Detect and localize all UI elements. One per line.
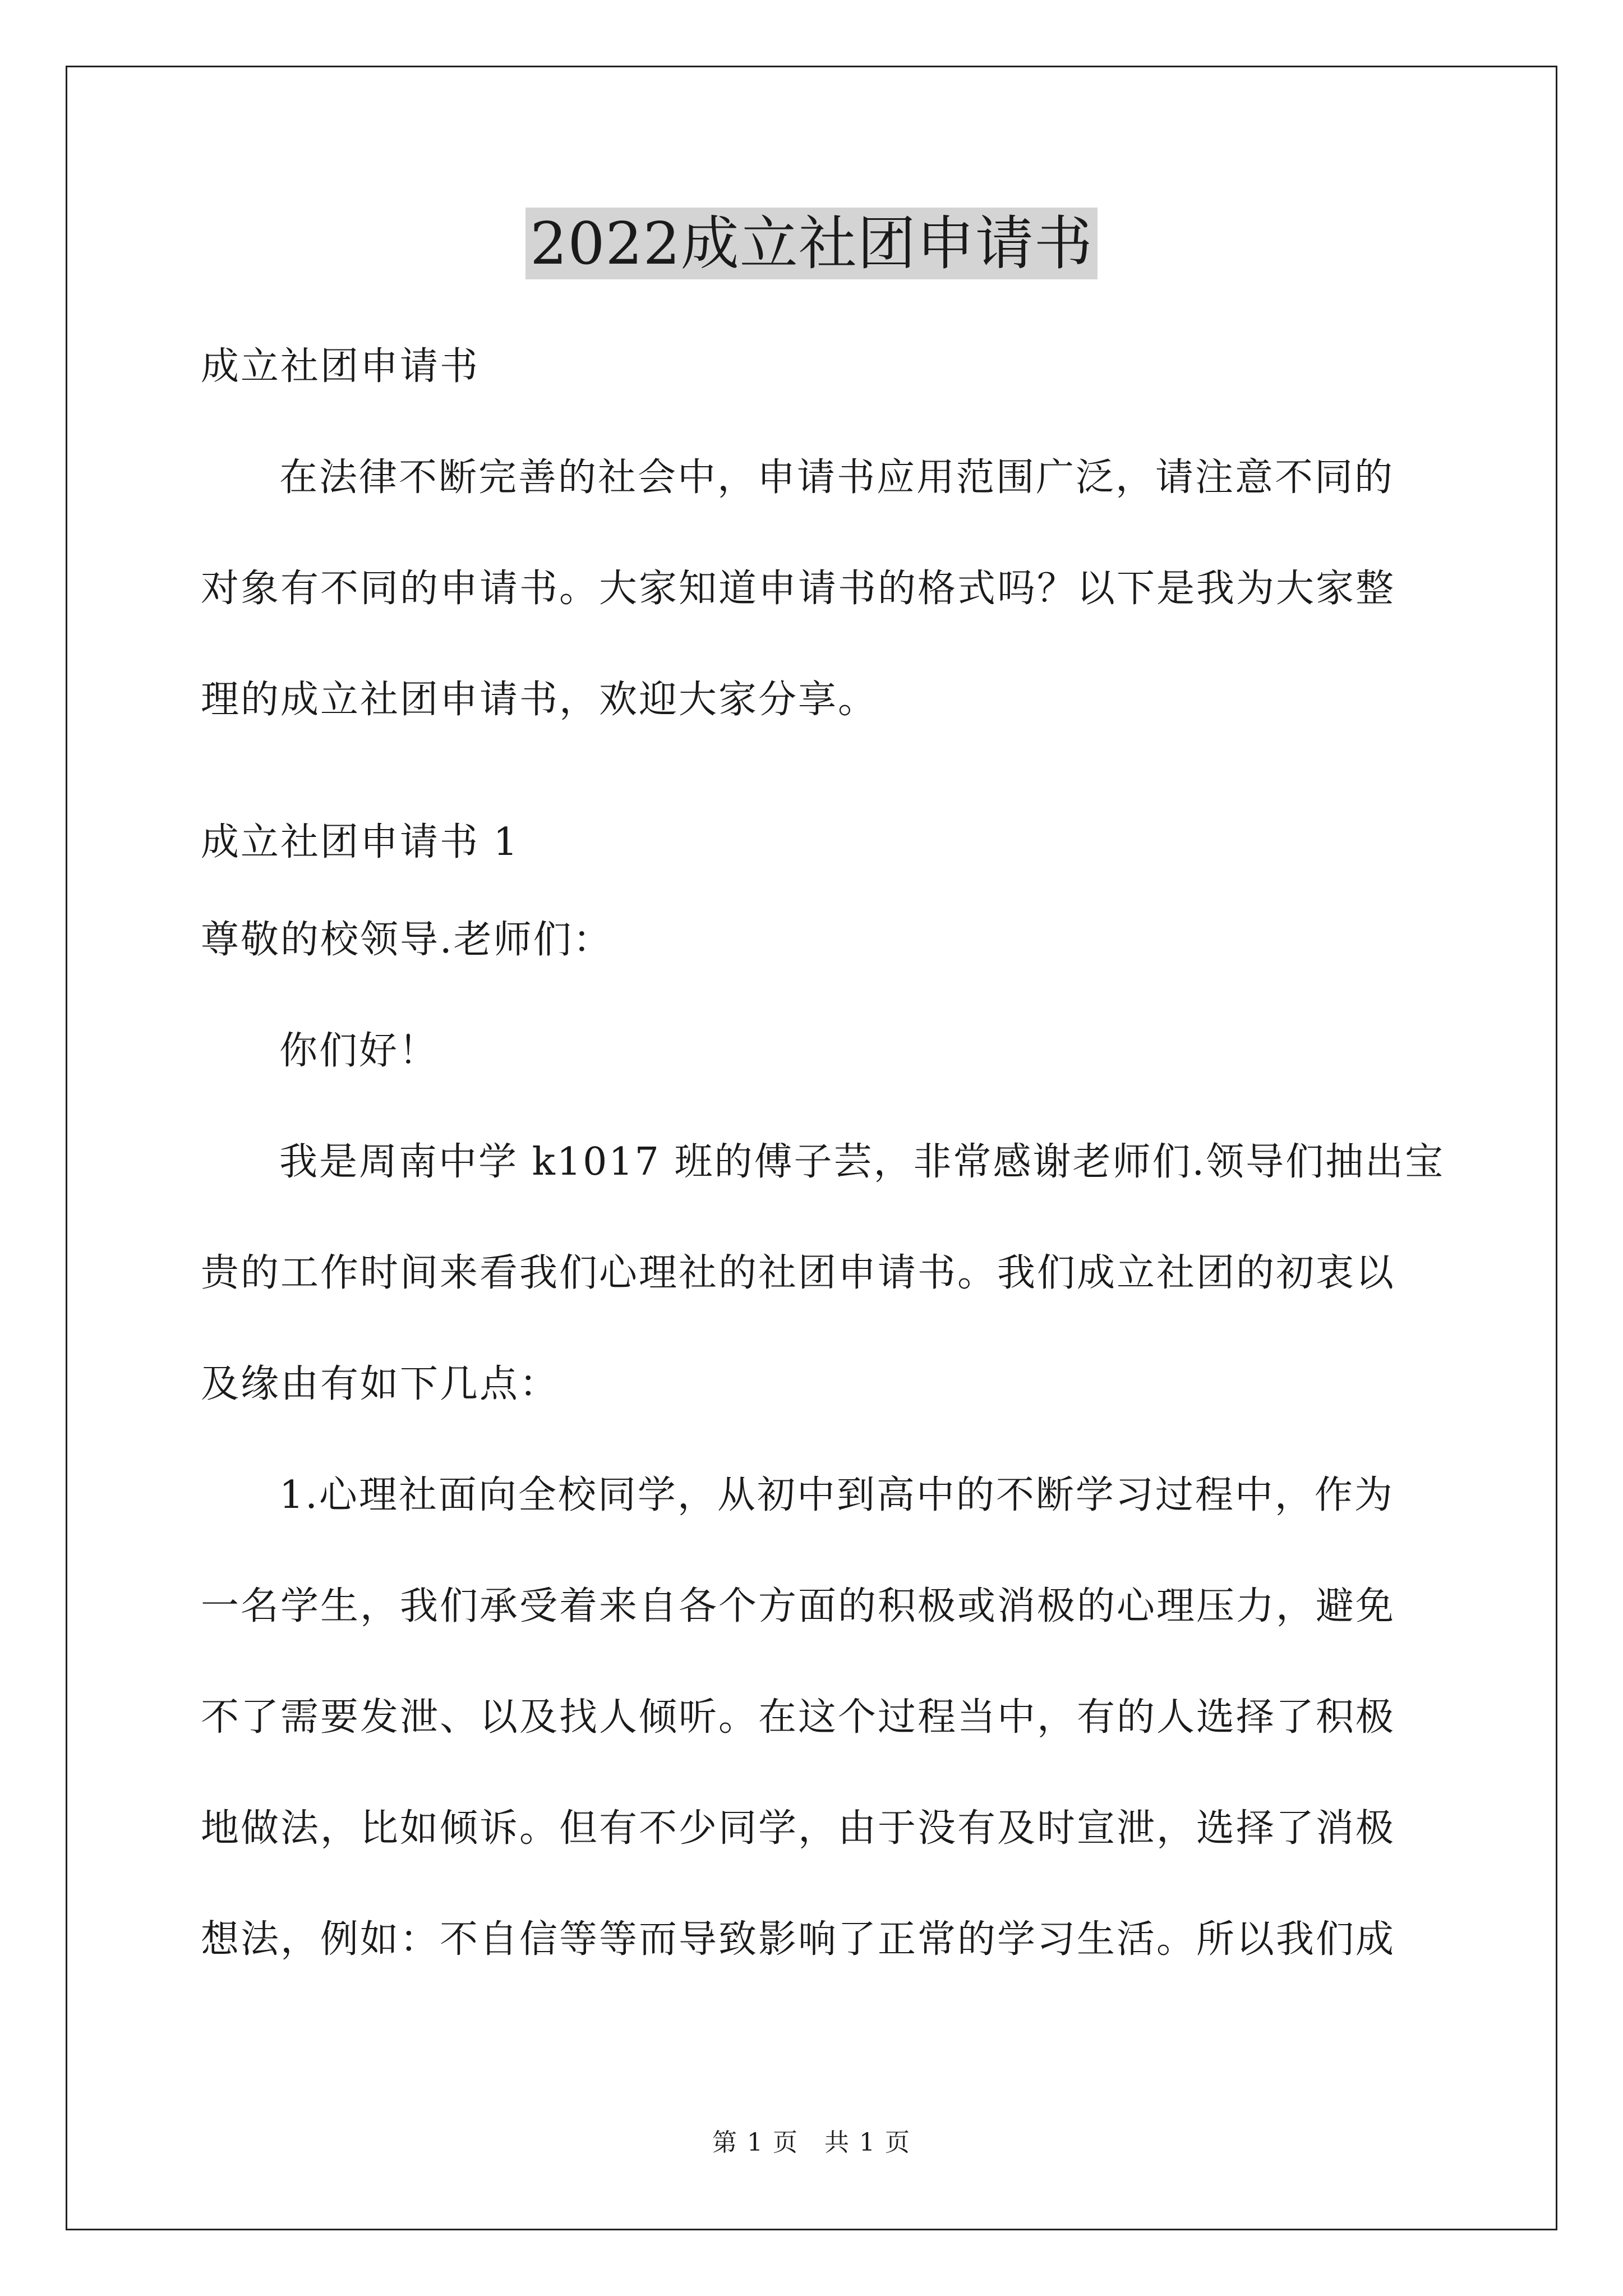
paragraph-line: 我是周南中学 k1017 班的傅子芸，非常感谢老师们.领导们抽出宝	[279, 1140, 1445, 1184]
intro-line: 理的成立社团申请书，欢迎大家分享。	[201, 678, 878, 722]
paragraph-line: 不了需要发泄、以及找人倾听。在这个过程当中，有的人选择了积极	[201, 1695, 1396, 1740]
intro-line: 对象有不同的申请书。大家知道申请书的格式吗？以下是我为大家整	[201, 567, 1396, 611]
paragraph-line: 及缘由有如下几点：	[201, 1362, 560, 1406]
spacer	[201, 756, 1429, 800]
title-wrap	[0, 208, 1623, 279]
paragraph-line: 地做法，比如倾诉。但有不少同学，由于没有及时宣泄，选择了消极	[201, 1806, 1396, 1851]
salutation: 尊敬的校领导.老师们：	[201, 918, 613, 962]
paragraph-line: 贵的工作时间来看我们心理社的社团申请书。我们成立社团的初衷以	[201, 1251, 1396, 1295]
section-heading: 成立社团申请书 1	[201, 820, 519, 864]
document-body	[201, 311, 1445, 1995]
intro-line: 在法律不断完善的社会中，申请书应用范围广泛，请注意不同的	[279, 455, 1395, 500]
paragraph-line: 想法，例如：不自信等等而导致影响了正常的学习生活。所以我们成	[201, 1917, 1396, 1962]
document-title: 2022成立社团申请书	[525, 208, 1098, 279]
greeting: 你们好！	[279, 1029, 439, 1073]
paragraph-line: 1.心理社面向全校同学，从初中到高中的不断学习过程中，作为	[279, 1473, 1394, 1517]
page-footer: 第 1 页 共 1 页	[712, 2128, 911, 2157]
paragraph-line: 一名学生，我们承受着来自各个方面的积极或消极的心理压力，避免	[201, 1584, 1396, 1628]
document-subtitle: 成立社团申请书	[201, 344, 480, 389]
